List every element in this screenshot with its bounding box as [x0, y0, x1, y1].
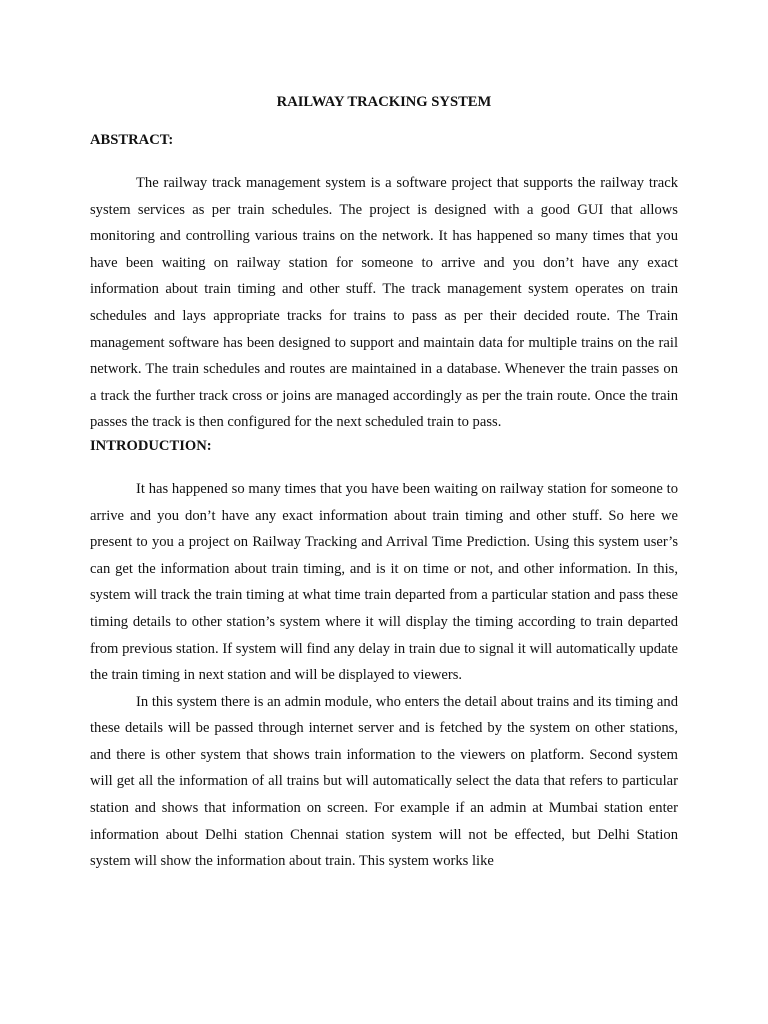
section-heading-introduction: INTRODUCTION: [90, 437, 212, 454]
introduction-paragraph-2: In this system there is an admin module, who enters the detail about trains and its timing and these details will be passed through internet server and is fetched by the system on other stations, and there is other system that shows train information to the viewers on platform. Second system will get all the information of all trains but will automatically select the data that refers to particular station and shows that information on screen. For example if an admin at Mumbai station enter information about Delhi station Chennai station system will not be effected, but Delhi Station system will show the information about train. This system works like [90, 693, 678, 870]
introduction-paragraph-1: It has happened so many times that you have been waiting on railway station for someone to arrive and you don’t have any exact information about train timing and other stuff. So here we present to you a project on Railway Tracking and Arrival Time Prediction. Using this system user’s can get the information about train timing, and is it on time or not, and other information. In this, system will track the train timing at what time train departed from a particular station and pass these timing details to other station’s system where it will display the timing according to train departed from previous station. If system will find any delay in train due to signal it will automatically update the train timing in next station and will be displayed to viewers. [90, 480, 678, 684]
abstract-paragraph: The railway track management system is a software project that supports the railway track system services as per train schedules. The project is designed with a good GUI that allows monitoring and controlling various trains on the network. It has happened so many times that you have been waiting on railway station for someone to arrive and you don’t have any exact information about train timing and other stuff. The track management system operates on train schedules and lays appropriate tracks for trains to pass as per their decided route. The Train management software has been designed to support and maintain data for multiple trains on the rail network. The train schedules and routes are maintained in a database. Whenever the train passes on a track the further track cross or joins are managed accordingly as per the train route. Once the train passes the track is then configured for the next scheduled train to pass. [90, 175, 678, 431]
section-heading-abstract: ABSTRACT: [90, 132, 174, 148]
document-title: RAILWAY TRACKING SYSTEM [276, 94, 492, 110]
